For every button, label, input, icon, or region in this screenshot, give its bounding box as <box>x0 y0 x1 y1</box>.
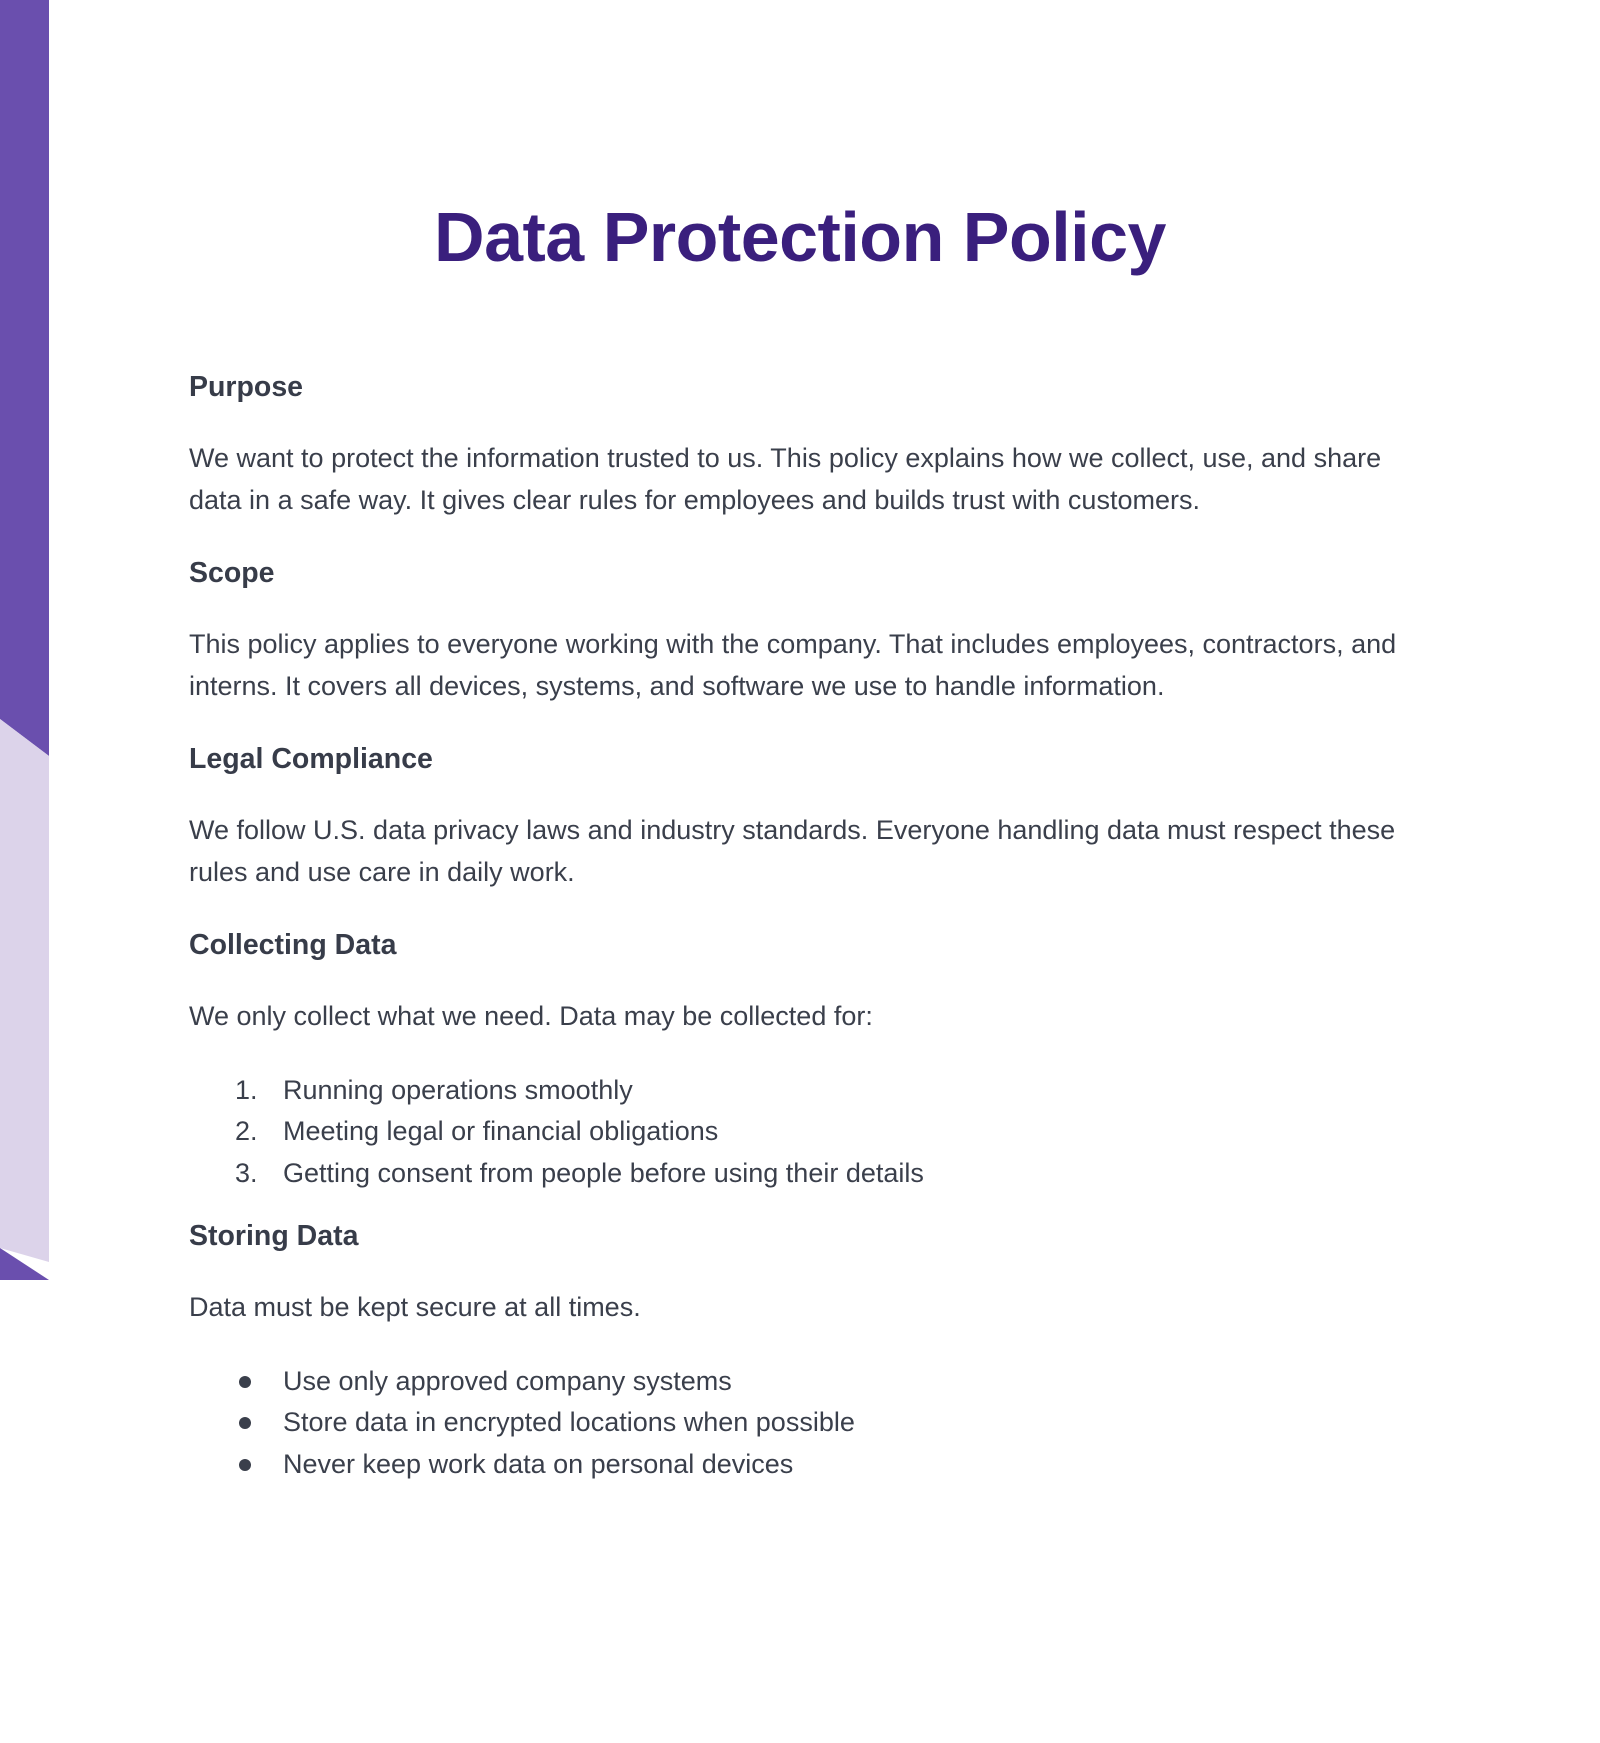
section-paragraph: This policy applies to everyone working with the company. That includes employees, contractors, and interns. It covers all devices, systems, and software we use to handle information. <box>189 629 1397 701</box>
list-item-text: Running operations smoothly <box>283 1074 633 1105</box>
list-number: 3. <box>235 1157 258 1188</box>
bullet-icon <box>239 1417 251 1429</box>
document-title: Data Protection Policy <box>434 198 1166 276</box>
numbered-list <box>189 1070 1429 1195</box>
section-storing-data <box>189 1216 1429 1485</box>
list-item-text: Store data in encrypted locations when possible <box>283 1407 855 1437</box>
list-item-text: Never keep work data on personal devices <box>283 1448 794 1479</box>
list-item <box>189 1444 1429 1486</box>
list-item <box>189 1402 1429 1444</box>
bullet-icon <box>239 1376 251 1388</box>
section-legal-compliance <box>189 739 1429 893</box>
section-paragraph: We follow U.S. data privacy laws and industry standards. Everyone handling data must respect these rules and use care in daily work. <box>189 815 1396 887</box>
list-number: 2. <box>235 1116 258 1146</box>
section-heading: Scope <box>189 557 275 589</box>
list-item <box>189 1153 1429 1195</box>
section-scope <box>189 553 1429 707</box>
list-item <box>189 1111 1429 1153</box>
list-item-text: Getting consent from people before using their details <box>283 1157 924 1188</box>
document-body <box>189 367 1429 1507</box>
list-item <box>189 1070 1429 1112</box>
section-collecting-data <box>189 925 1429 1194</box>
decorative-side-band <box>0 0 49 1280</box>
list-item-text: Meeting legal or financial obligations <box>283 1116 719 1146</box>
list-item-text: Use only approved company systems <box>283 1365 732 1396</box>
bullet-list <box>189 1361 1429 1486</box>
section-paragraph: Data must be kept secure at all times. <box>189 1292 641 1322</box>
list-number: 1. <box>235 1074 258 1105</box>
section-heading: Storing Data <box>189 1220 359 1252</box>
section-purpose <box>189 367 1429 521</box>
section-paragraph: We want to protect the information trusted to us. This policy explains how we collect, use, and share data in a safe way. It gives clear rules for employees and builds trust with customers. <box>189 443 1382 515</box>
side-band-dark-shape <box>0 0 49 756</box>
side-band-light-shape <box>0 719 49 1262</box>
list-item <box>189 1361 1429 1403</box>
section-heading: Purpose <box>189 371 304 403</box>
section-heading: Collecting Data <box>189 929 397 961</box>
bullet-icon <box>239 1459 251 1471</box>
section-paragraph: We only collect what we need. Data may be collected for: <box>189 1001 873 1031</box>
section-heading: Legal Compliance <box>189 743 433 775</box>
